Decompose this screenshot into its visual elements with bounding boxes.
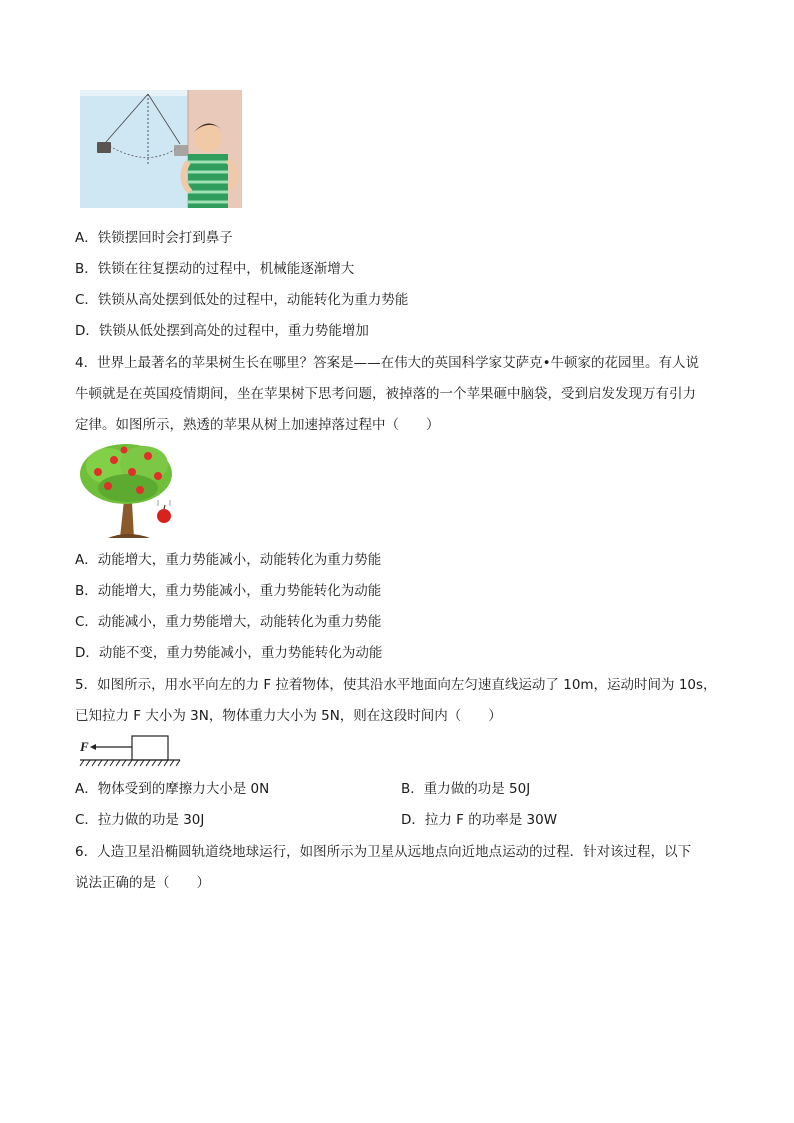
q3-option-d: D．铁锁从低处摆到高处的过程中，重力势能增加 (75, 323, 369, 339)
apple-tree-figure (78, 442, 180, 540)
q5-stem-line-1: 5．如图所示，用水平向左的力 F 拉着物体，使其沿水平地面向左匀速直线运动了 10m，运动时间为 10s， (75, 677, 717, 693)
q5-option-b: B．重力做的功是 50J (401, 781, 531, 797)
q5-option-d: D．拉力 F 的功率是 30W (401, 812, 558, 828)
force-label: F (80, 739, 89, 754)
pendulum-figure (80, 90, 242, 208)
q4-stem-line-3: 定律。如图所示，熟透的苹果从树上加速掉落过程中（ ） (75, 417, 440, 433)
q6-stem-line-2: 说法正确的是（ ） (75, 875, 210, 891)
q6-stem-line-1: 6．人造卫星沿椭圆轨道绕地球运行，如图所示为卫星从远地点向近地点运动的过程．针对该过程，以下 (75, 844, 692, 860)
q5-stem-line-2: 已知拉力 F 大小为 3N，物体重力大小为 5N，则在这段时间内（ ） (75, 708, 502, 724)
q4-stem-line-2: 牛顿就是在英国疫情期间，坐在苹果树下思考问题，被掉落的一个苹果砸中脑袋，受到启发发现万有引力 (75, 386, 696, 402)
q3-option-c: C．铁锁从高处摆到低处的过程中，动能转化为重力势能 (75, 292, 409, 308)
q3-option-a: A．铁锁摆回时会打到鼻子 (75, 230, 233, 246)
q4-stem-line-1: 4．世界上最著名的苹果树生长在哪里？答案是——在伟大的英国科学家艾萨克•牛顿家的花园里。有人说 (75, 355, 700, 371)
q5-option-a: A．物体受到的摩擦力大小是 0N (75, 781, 270, 797)
q4-option-a: A．动能增大，重力势能减小，动能转化为重力势能 (75, 552, 382, 568)
q4-option-b: B．动能增大，重力势能减小，重力势能转化为动能 (75, 583, 382, 599)
force-block-figure (78, 734, 182, 768)
q4-option-d: D．动能不变，重力势能减小，重力势能转化为动能 (75, 645, 383, 661)
q3-option-b: B．铁锁在往复摆动的过程中，机械能逐渐增大 (75, 261, 355, 277)
q4-option-c: C．动能减小，重力势能增大，动能转化为重力势能 (75, 614, 382, 630)
q5-option-c: C．拉力做的功是 30J (75, 812, 205, 828)
